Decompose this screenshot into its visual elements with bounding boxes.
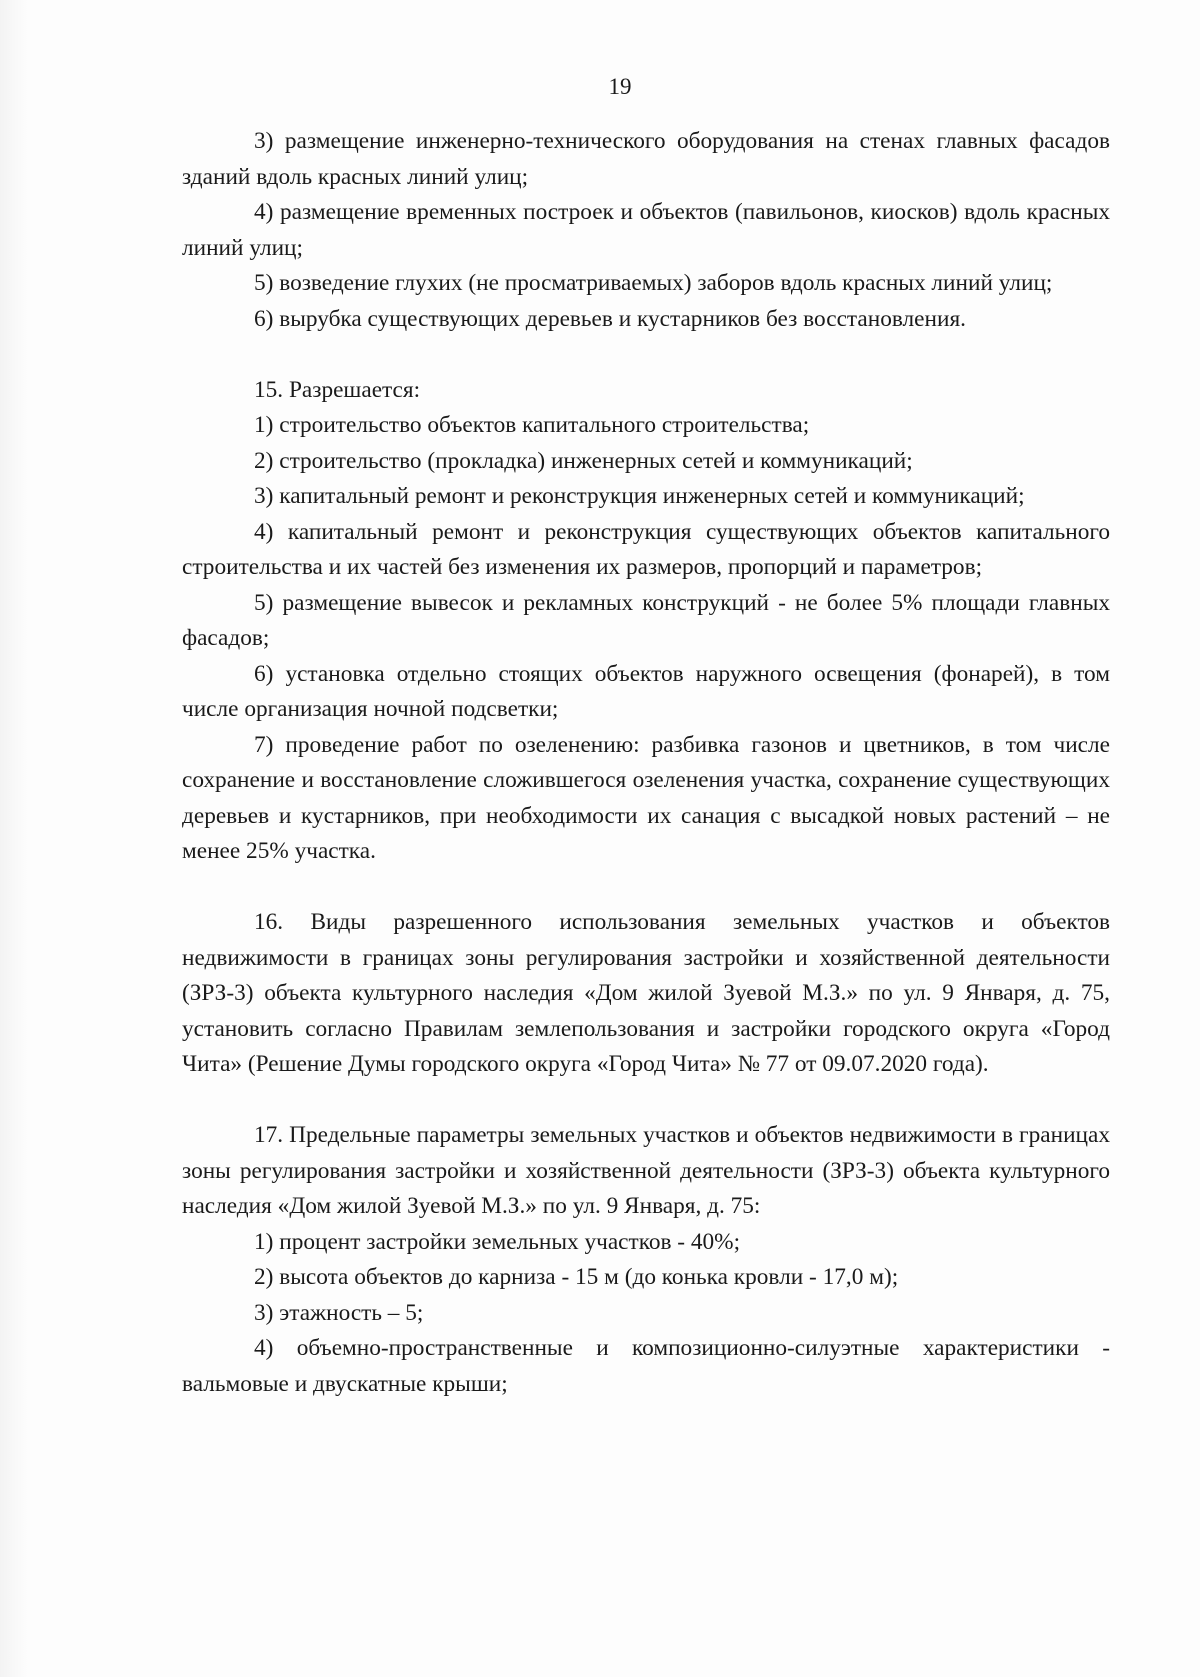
section-17-heading: 17. Предельные параметры земельных участков и объектов недвижимости в границах зоны регулирования застройки и хозяйственной деятельности (ЗРЗ-3) объекта культурного наследия «Дом жилой Зуевой М.З.» по ул. 9 Января, д. 75: [182,1122,1110,1219]
section-17-item-1: 1) процент застройки земельных участков - 40%; [254,1228,741,1255]
section-15-item-1: 1) строительство объектов капитального строительства; [254,412,810,438]
section-15-item-3: 3) капитальный ремонт и реконструкция инженерных сетей и коммуникаций; [254,483,1025,509]
item-6-tree-felling: 6) вырубка существующих деревьев и кустарников без восстановления. [254,305,966,332]
document-body [182,124,1110,1402]
section-17-item-2: 2) высота объектов до карниза - 15 м (до конька кровли - 17,0 м); [254,1264,899,1290]
item-4-temporary-buildings: 4) размещение временных построек и объектов (павильонов, киосков) вдоль красных линий улиц; [182,199,1110,261]
item-5-blind-fences: 5) возведение глухих (не просматриваемых) заборов вдоль красных линий улиц; [254,270,1053,296]
section-16: 16. Виды разрешенного использования земельных участков и объектов недвижимости в границах зоны регулирования застройки и хозяйственной деятельности (ЗРЗ-3) объекта культурного наследия «Дом жилой Зуевой М.З.» по ул. 9 Января, д. 75, установить согласно Правилам землепользования и застройки городского округа «Город Чита» (Решение Думы городского округа «Город Чита» № 77 от 09.07.2020 года). [182,909,1110,1077]
section-15-item-7: 7) проведение работ по озеленению: разбивка газонов и цветников, в том числе сохранение и восстановление сложившегося озеленения участка, сохранение существующих деревьев и кустарников, при необходимости их санация с высадкой новых растений – не менее 25% участка. [182,731,1110,864]
section-15-item-6: 6) установка отдельно стоящих объектов наружного освещения (фонарей), в том числе организация ночной подсветки; [182,660,1110,722]
page-number: 19 [608,74,632,99]
section-15-heading: 15. Разрешается: [254,376,421,403]
section-17-item-4: 4) объемно-пространственные и композиционно-силуэтные характеристики - вальмовые и двускатные крыши; [182,1335,1110,1397]
paragraph-gap [182,870,1110,906]
paragraph-gap [182,1083,1110,1119]
section-15-item-4: 4) капитальный ремонт и реконструкция существующих объектов капитального строительства и их частей без изменения их размеров, пропорций и параметров; [182,518,1110,580]
section-15-item-2: 2) строительство (прокладка) инженерных сетей и коммуникаций; [254,447,913,474]
paragraph-gap [182,337,1110,373]
item-3-engineering-equipment: 3) размещение инженерно-технического оборудования на стенах главных фасадов зданий вдоль красных линий улиц; [182,128,1110,190]
scan-edge-shadow [0,0,28,1677]
section-15-item-5: 5) размещение вывесок и рекламных конструкций - не более 5% площади главных фасадов; [182,589,1110,651]
section-17-item-3: 3) этажность – 5; [254,1299,424,1326]
